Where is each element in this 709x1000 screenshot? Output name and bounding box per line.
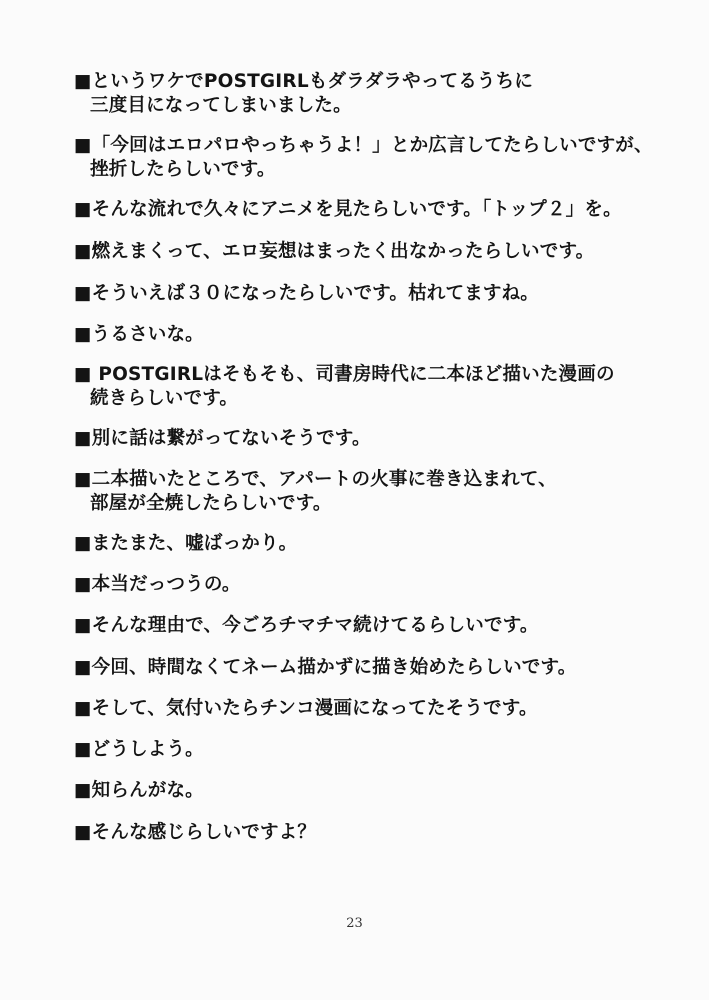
text-line: ■今回、時間なくてネーム描かずに描き始めたらしいです。 [74, 657, 577, 678]
paragraph-4 [74, 240, 664, 264]
text-line: ■二本描いたところで、アパートの火事に巻き込まれて、 [74, 469, 557, 490]
paragraph-11 [74, 573, 664, 597]
text-line: ■そして、気付いたらチンコ漫画になってたそうです。 [74, 698, 538, 719]
text-line: ■別に話は繋がってないそうです。 [74, 428, 371, 449]
text-line: 続きらしいです。 [90, 388, 239, 409]
text-line: ■ POSTGIRLはそもそも、司書房時代に二本ほど描いた漫画の [74, 364, 615, 385]
paragraph-7 [74, 363, 664, 411]
paragraph-16 [74, 779, 664, 803]
text-line: ■そういえば３０になったらしいです。枯れてますね。 [74, 283, 540, 304]
text-line: ■そんな流れで久々にアニメを見たらしいです。「トップ２」を。 [74, 199, 622, 220]
paragraph-13 [74, 656, 664, 680]
paragraph-1 [74, 70, 664, 118]
paragraph-15 [74, 738, 664, 762]
paragraph-17 [74, 821, 664, 845]
paragraph-6 [74, 323, 664, 347]
text-line: ■本当だっつうの。 [74, 574, 241, 595]
text-line: ■そんな理由で、今ごろチマチマ続けてるらしいです。 [74, 615, 539, 636]
text-line: ■「今回はエロパロやっちゃうよ！」とか広言してたらしいですが、 [74, 135, 653, 156]
text-line: ■どうしよう。 [74, 739, 204, 760]
text-line: 挫折したらしいです。 [90, 159, 276, 180]
text-line: ■またまた、嘘ばっかり。 [74, 533, 298, 554]
paragraph-3 [74, 198, 664, 222]
paragraph-8 [74, 427, 664, 451]
paragraph-2 [74, 134, 664, 182]
paragraph-12 [74, 614, 664, 638]
page-number: 23 [346, 916, 363, 931]
text-line: ■というワケでPOSTGIRLもダラダラやってるうちに [74, 71, 534, 92]
text-line: ■燃えまくって、エロ妄想はまったく出なかったらしいです。 [74, 241, 595, 262]
paragraph-9 [74, 468, 664, 516]
text-line: ■うるさいな。 [74, 324, 204, 345]
text-line: 三度目になってしまいました。 [90, 95, 352, 116]
paragraph-14 [74, 697, 664, 721]
text-line: ■知らんがな。 [74, 780, 204, 801]
paragraph-10 [74, 532, 664, 556]
text-line: ■そんな感じらしいですよ？ [74, 822, 317, 843]
paragraph-5 [74, 282, 664, 306]
text-line: 部屋が全焼したらしいです。 [90, 493, 332, 514]
